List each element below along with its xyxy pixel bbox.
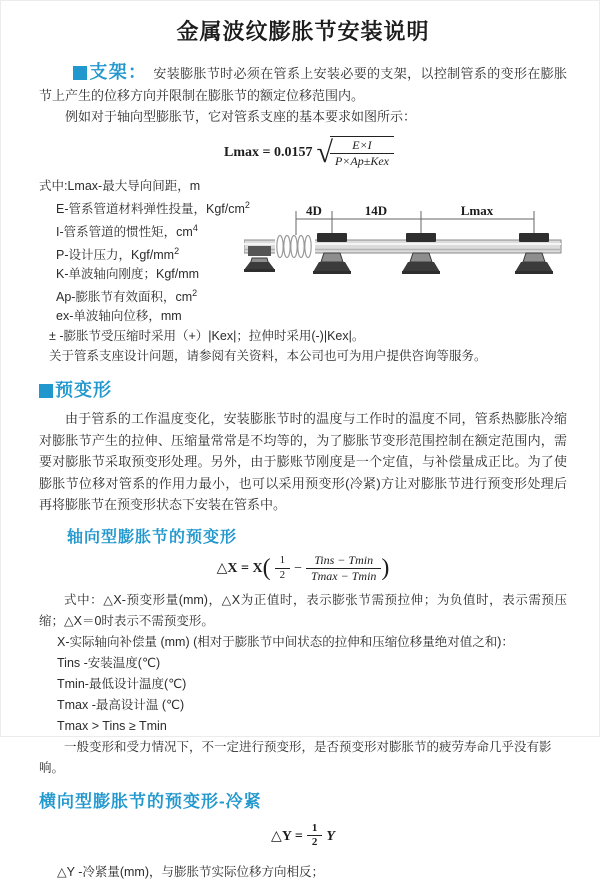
- coldtight-definition-line: △Y -冷紧量(mm)，与膨胀节实际位移方向相反；: [57, 865, 325, 880]
- predeform-section-header-row: [39, 376, 567, 402]
- support-example-line: 例如对于轴向型膨胀节，它对管系支座的基本要求如图所示：: [65, 109, 417, 124]
- plusminus-note-line: ± -膨胀节受压缩时采用（+）|Kex|；拉伸时采用(-)|Kex|。: [49, 329, 365, 344]
- section-marker-icon: [73, 66, 87, 80]
- variable-line: K-单波轴向刚度；Kgf/mm: [56, 266, 200, 281]
- x-definition-line: X-实际轴向补偿量 (mm) (相对于膨胀节中间状态的拉伸和压缩位移量绝对值之和)：: [57, 634, 514, 649]
- variables-and-diagram-zone: [39, 177, 567, 327]
- variable-line: Ap-膨胀节有效面积，$cm^2$: [56, 287, 198, 305]
- section-marker-icon: [39, 384, 53, 398]
- one-half-fraction: $\frac{1}{2}$: [275, 554, 291, 583]
- lateral-formula-lhs: △Y =: [271, 828, 303, 844]
- minus-sign: −: [294, 560, 302, 576]
- axial-note-line: 一般变形和受力情况下，不一定进行预变形，是否预变形对膨胀节的疲劳寿命几乎没有影响。: [39, 739, 552, 775]
- page-title: 金属波纹膨胀节安装说明: [176, 19, 430, 44]
- lmax-formula-denominator: P×Ap±Kex: [334, 153, 389, 168]
- support-section-header: 支架：: [89, 62, 148, 82]
- lateral-formula: [39, 822, 567, 851]
- axial-formula-lhs: △X = X: [216, 560, 263, 576]
- support-note-line: 关于管系支座设计问题，请参阅有关资料，本公司也可为用户提供咨询等服务。: [49, 349, 487, 364]
- variable-line: 式中:Lmax-最大导向间距，m: [39, 178, 201, 193]
- tmin-line: Tmin-最低设计温度(℃): [57, 676, 187, 691]
- one-half-fraction: $\frac{1}{2}$: [307, 822, 323, 851]
- dim-label-4d: 4D: [306, 202, 322, 218]
- variable-line: ex-单波轴向位移，mm: [56, 309, 182, 324]
- lmax-formula-fraction: [330, 138, 394, 169]
- variable-line: P-设计压力，Kgf/$mm^2$: [56, 245, 180, 262]
- document-page: [1, 1, 599, 883]
- predeform-section-header: 预变形: [55, 380, 112, 401]
- lmax-formula-lhs: Lmax = 0.0157: [224, 144, 313, 160]
- temperature-fraction: $\frac{\text{Tins − Tmin}}{Tmax - Tmin}$: [306, 553, 381, 584]
- bellows: [275, 235, 315, 258]
- predeform-body-text: 由于管系的工作温度变化，安装膨胀节时的温度与工作时的温度不同，管系热膨胀冷缩对膨胀节产生的拉伸、压缩量常常是不均等的，为了膨胀节变形范围控制在额定范围内，需要对膨胀节采取预变形处理。另外，由于膨账节刚度是一个定值，与补偿量成正比。为了使膨胀节位移对管系的作用力最小，也可以采用预变形(冷紧)方让对膨胀节进行预变形处理后再将膨胀节在预变形状态下安装在管系中。: [39, 411, 567, 513]
- temperature-inequality-line: Tmax > Tins ≥ Tmin: [57, 718, 167, 733]
- anchor-support: [244, 246, 275, 272]
- lmax-formula-numerator: E×I: [330, 138, 394, 154]
- axial-formula: [39, 553, 567, 584]
- variable-line: I-管系管道的惯性矩，$cm^4$: [56, 222, 198, 239]
- lateral-sub-header: 横向型膨胀节的预变形-冷紧: [39, 791, 262, 811]
- variable-line: E-管系管道材料弹性投量，Kgf/$cm^2$: [56, 199, 250, 216]
- close-paren: ): [381, 554, 390, 581]
- dim-label-lmax: Lmax: [460, 202, 494, 218]
- pipe-support-diagram: [244, 202, 599, 297]
- lateral-formula-rhs: Y: [326, 828, 335, 844]
- dim-label-14d: 14D: [364, 202, 388, 218]
- tmax-line: Tmax -最高设计温 (℃): [57, 697, 185, 712]
- sqrt-radical-glyph: √: [316, 135, 333, 169]
- lmax-formula: [51, 136, 567, 169]
- support-body-text: 安装膨胀节时必须在管系上安装必要的支架，以控制管系的变形在膨胀节上产生的位移方向并限制在膨胀节的额定位移范围内。: [39, 66, 567, 103]
- tins-line: Tins -安装温度(℃): [57, 655, 161, 670]
- axial-explain-line: 式中：△X-预变形量(mm)，△X为正值时，表示膨张节需预拉伸；为负值时，表示需预压缩；△X＝0时表示不需预变形。: [39, 592, 567, 628]
- open-paren: (: [262, 554, 271, 581]
- axial-sub-header: 轴向型膨胀节的预变形: [67, 528, 238, 546]
- support-section-paragraph: [39, 62, 567, 106]
